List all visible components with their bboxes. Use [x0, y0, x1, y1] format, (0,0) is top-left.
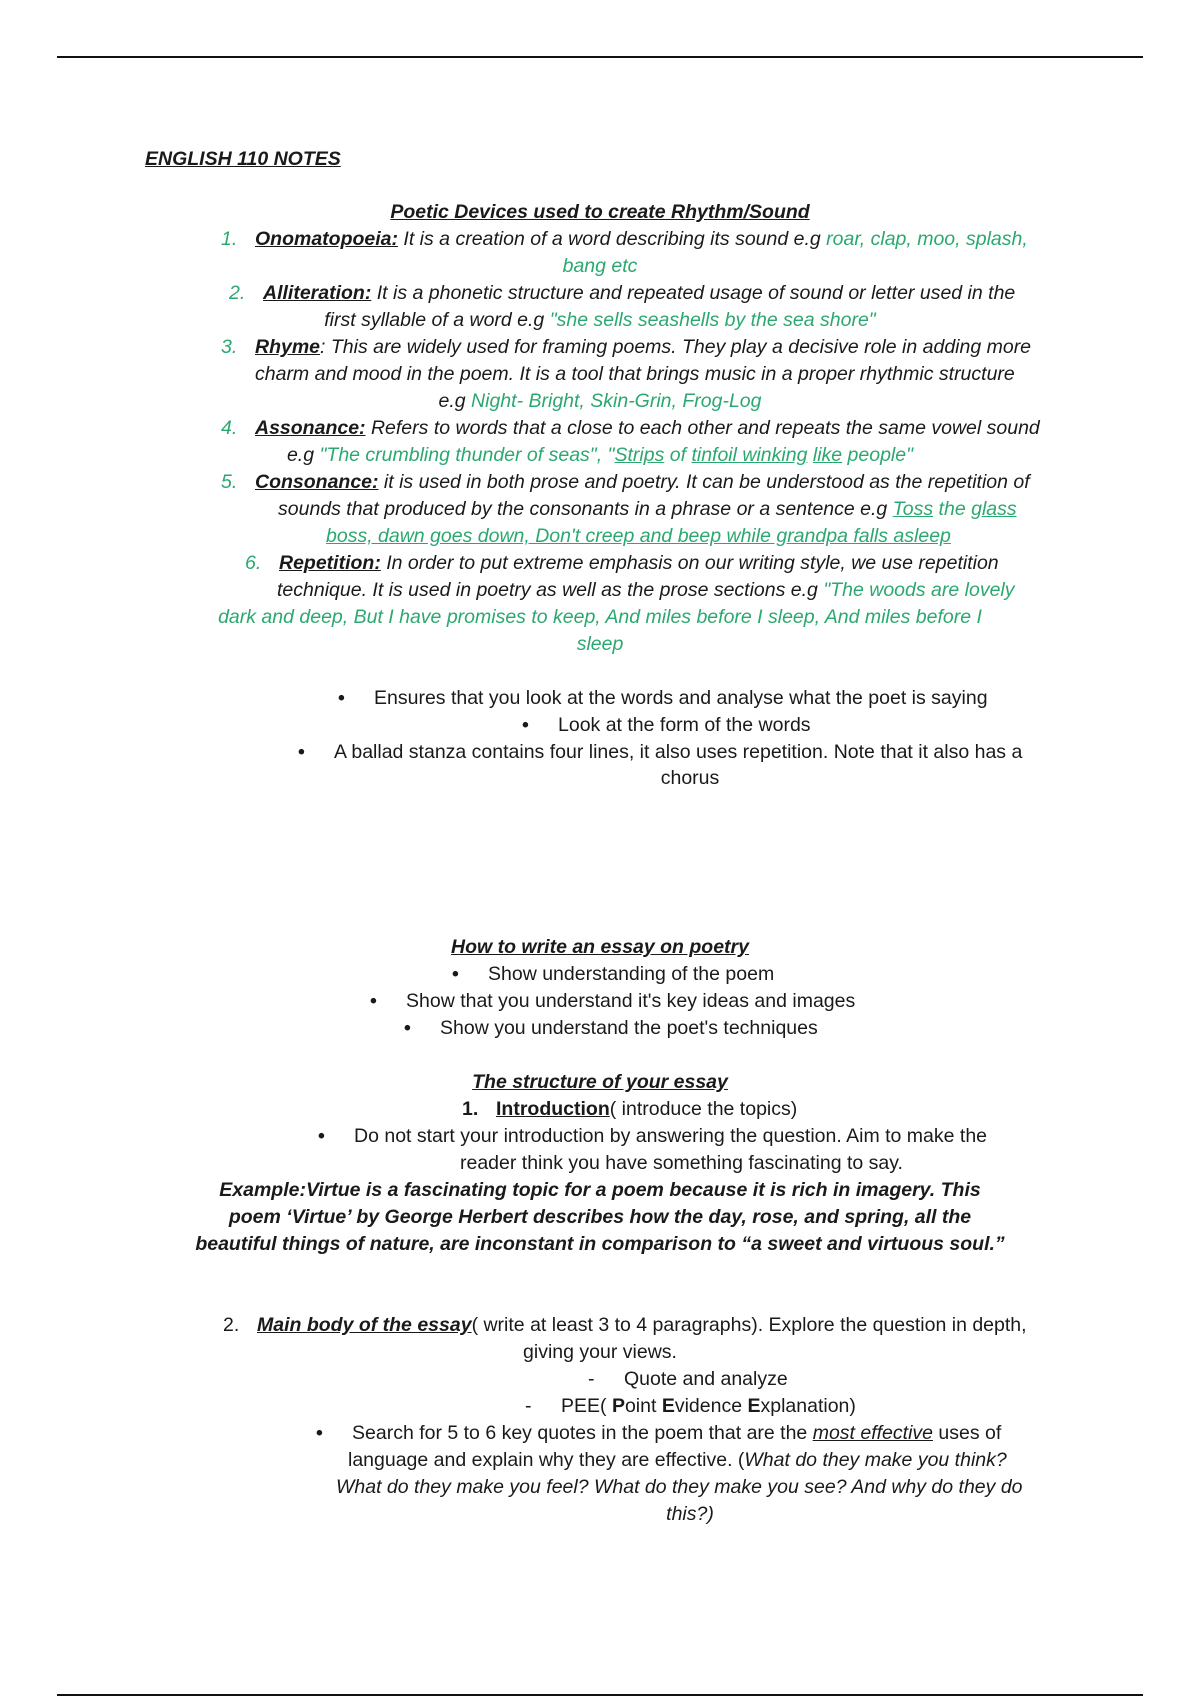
section-heading-poetic-devices: Poetic Devices used to create Rhythm/Sound: [390, 201, 810, 223]
bullet-item: • Ensures that you look at the words and analyse what the poet is saying: [338, 687, 988, 709]
list-item-rhyme: 3. Rhyme: This are widely used for framing poems. They play a decisive role in adding more: [221, 336, 1032, 358]
bullet-icon: •: [404, 1017, 411, 1039]
bullet-item: • Do not start your introduction by answering the question. Aim to make the: [318, 1125, 988, 1147]
list-item-repetition: 6. Repetition: In order to put extreme emphasis on our writing style, we use repetition: [245, 552, 999, 574]
example-text: Example:Virtue is a fascinating topic for a poem because it is rich in imagery. This: [219, 1179, 981, 1201]
list-item-assonance: 4. Assonance: Refers to words that a close to each other and repeats the same vowel sound: [221, 417, 1040, 439]
list-item-text: e.g "The crumbling thunder of seas", "Strips of tinfoil winking like people": [286, 444, 914, 466]
bullet-icon: •: [316, 1422, 323, 1444]
list-item-text: first syllable of a word e.g "she sells seashells by the sea shore": [324, 309, 876, 331]
term-assonance: Assonance:: [255, 417, 366, 439]
bullet-item: • Show that you understand it's key ideas and images: [370, 990, 856, 1012]
list-item-text: e.g Night- Bright, Skin-Grin, Frog-Log: [438, 390, 762, 412]
document-title: ENGLISH 110 NOTES: [145, 148, 341, 170]
bullet-icon: •: [522, 714, 529, 736]
term-consonance: Consonance:: [255, 471, 379, 493]
bullet-icon: •: [452, 963, 459, 985]
section-heading-essay-on-poetry: How to write an essay on poetry: [451, 936, 749, 958]
bottom-rule: [57, 1694, 1143, 1696]
bullet-icon: •: [370, 990, 377, 1012]
top-rule: [57, 56, 1143, 58]
list-item-text: giving your views.: [523, 1341, 677, 1363]
bullet-continuation: chorus: [660, 767, 720, 789]
list-item-introduction: 1. Introduction( introduce the topics): [462, 1098, 798, 1120]
bullet-continuation: language and explain why they are effective. (What do they make you think?: [348, 1449, 1007, 1471]
bullet-continuation: this?): [666, 1503, 714, 1525]
bullet-item: • Show you understand the poet's techniques: [404, 1017, 818, 1039]
list-item-main-body: 2. Main body of the essay( write at least 3 to 4 paragraphs). Explore the question in depth,: [223, 1314, 1027, 1336]
list-item-text: technique. It is used in poetry as well as the prose sections e.g "The woods are lovely: [277, 579, 1015, 601]
term-rhyme: Rhyme: [255, 336, 321, 358]
example-text: poem ‘Virtue’ by George Herbert describes how the day, rose, and spring, all the: [228, 1206, 972, 1228]
term-introduction: Introduction: [496, 1098, 610, 1120]
dash-icon: -: [525, 1395, 532, 1417]
bullet-continuation: What do they make you feel? What do they make you see? And why do they do: [336, 1476, 1023, 1498]
list-item-text: sounds that produced by the consonants in a phrase or a sentence e.g Toss the glass: [278, 498, 1017, 520]
bullet-continuation: reader think you have something fascinating to say.: [460, 1152, 903, 1174]
dash-item: - Quote and analyze: [588, 1368, 788, 1390]
list-item-onomatopoeia: 1. Onomatopoeia: It is a creation of a word describing its sound e.g roar, clap, moo, splash,: [221, 228, 1028, 250]
term-repetition: Repetition:: [279, 552, 381, 574]
list-item-text: boss, dawn goes down, Don't creep and beep while grandpa falls asleep: [326, 525, 951, 547]
list-item-alliteration: 2. Alliteration: It is a phonetic structure and repeated usage of sound or letter used in the: [229, 282, 1016, 304]
list-item-text: charm and mood in the poem. It is a tool that brings music in a proper rhythmic structure: [255, 363, 1015, 385]
bullet-item: • Look at the form of the words: [522, 714, 811, 736]
bullet-item: • Search for 5 to 6 key quotes in the poem that are the most effective uses of: [316, 1422, 1002, 1444]
section-heading-essay-structure: The structure of your essay: [472, 1071, 728, 1093]
term-main-body: Main body of the essay: [257, 1314, 472, 1336]
list-item-text: bang etc: [562, 255, 638, 277]
bullet-icon: •: [318, 1125, 325, 1147]
example-text: beautiful things of nature, are inconstant in comparison to “a sweet and virtuous soul.”: [195, 1233, 1005, 1255]
list-item-consonance: 5. Consonance: it is used in both prose and poetry. It can be understood as the repetition of: [221, 471, 1030, 493]
bullet-icon: •: [298, 741, 305, 763]
dash-icon: -: [588, 1368, 595, 1390]
bullet-icon: •: [338, 687, 345, 709]
term-alliteration: Alliteration:: [263, 282, 372, 304]
dash-item: - PEE( Point Evidence Explanation): [525, 1395, 856, 1417]
bullet-item: • A ballad stanza contains four lines, it also uses repetition. Note that it also has a: [298, 741, 1023, 763]
list-item-text: dark and deep, But I have promises to keep, And miles before I sleep, And miles before I: [218, 606, 982, 628]
list-item-text: sleep: [576, 633, 624, 655]
term-onomatopoeia: Onomatopoeia:: [255, 228, 399, 250]
bullet-item: • Show understanding of the poem: [452, 963, 775, 985]
